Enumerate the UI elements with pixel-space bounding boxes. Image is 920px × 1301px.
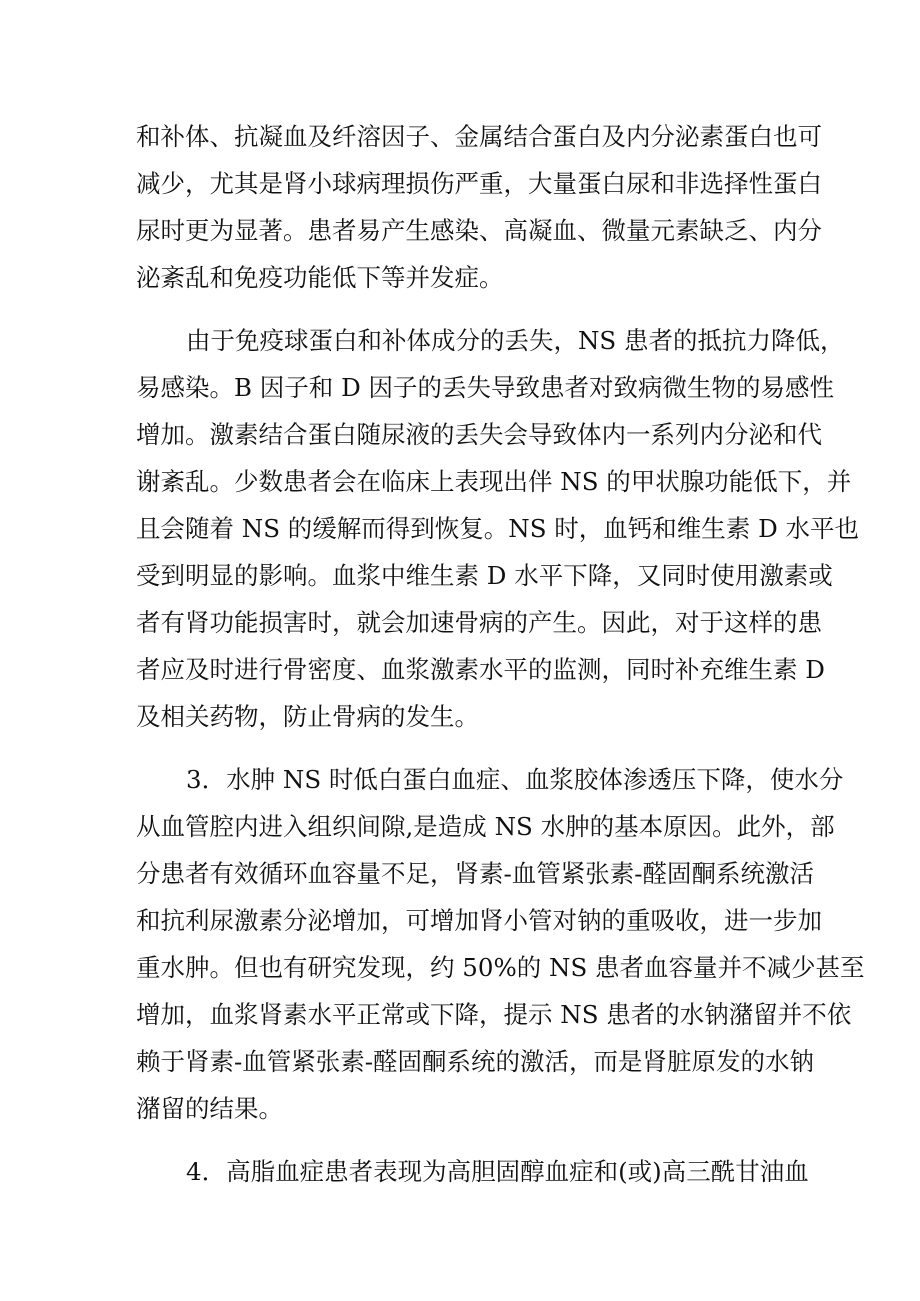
text-line: 受到明显的影响。血浆中维生素 D 水平下降，又同时使用激素或 — [136, 561, 833, 590]
text-line: 者应及时进行骨密度、血浆激素水平的监测，同时补充维生素 D — [136, 655, 825, 684]
text-line: 重水肿。但也有研究发现，约 50%的 NS 患者血容量并不减少甚至 — [136, 953, 865, 982]
paragraph-edema — [136, 756, 865, 1132]
text-line: 增加。激素结合蛋白随尿液的丢失会导致体内一系列内分泌和代 — [136, 420, 822, 449]
text-line: 增加，血浆肾素水平正常或下降，提示 NS 患者的水钠潴留并不依 — [136, 1000, 852, 1029]
text-line: 由于免疫球蛋白和补体成分的丢失，NS 患者的抵抗力降低， — [186, 326, 845, 355]
text-line: 4．高脂血症患者表现为高胆固醇血症和(或)高三酰甘油血 — [186, 1157, 809, 1186]
text-line: 泌紊乱和免疫功能低下等并发症。 — [136, 263, 504, 292]
text-line: 减少，尤其是肾小球病理损伤严重，大量蛋白尿和非选择性蛋白 — [136, 169, 822, 198]
text-line: 潴留的结果。 — [136, 1094, 283, 1123]
text-line: 易感染。B 因子和 D 因子的丢失导致患者对致病微生物的易感性 — [136, 373, 835, 402]
text-line: 者有肾功能损害时，就会加速骨病的产生。因此，对于这样的患 — [136, 608, 822, 637]
paragraph-hyperlipidemia — [136, 1148, 809, 1195]
text-line: 和抗利尿激素分泌增加，可增加肾小管对钠的重吸收，进一步加 — [136, 906, 822, 935]
text-line: 从血管腔内进入组织间隙,是造成 NS 水肿的基本原因。此外，部 — [136, 812, 835, 841]
text-line: 和补体、抗凝血及纤溶因子、金属结合蛋白及内分泌素蛋白也可 — [136, 122, 822, 151]
text-line: 3．水肿 NS 时低白蛋白血症、血浆胶体渗透压下降，使水分 — [186, 765, 844, 794]
text-line: 及相关药物，防止骨病的发生。 — [136, 702, 479, 731]
text-line: 且会随着 NS 的缓解而得到恢复。NS 时，血钙和维生素 D 水平也 — [136, 514, 860, 543]
paragraph-complications — [136, 113, 822, 301]
text-line: 尿时更为显著。患者易产生感染、高凝血、微量元素缺乏、内分 — [136, 216, 822, 245]
document-body — [136, 113, 865, 1195]
text-line: 分患者有效循环血容量不足，肾素-血管紧张素-醛固酮系统激活 — [136, 859, 815, 888]
text-line: 谢紊乱。少数患者会在临床上表现出伴 NS 的甲状腺功能低下，并 — [136, 467, 852, 496]
paragraph-immune-loss — [136, 317, 860, 740]
text-line: 赖于肾素-血管紧张素-醛固酮系统的激活，而是肾脏原发的水钠 — [136, 1047, 815, 1076]
